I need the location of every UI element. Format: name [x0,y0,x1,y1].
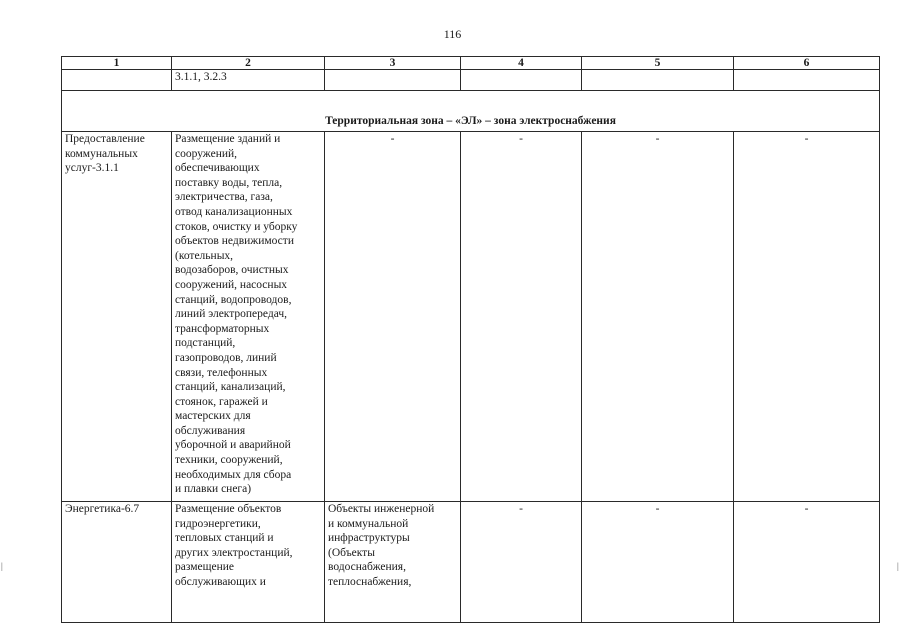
column-number-1: 1 [62,57,172,70]
table-cell: - [734,132,880,502]
table-row [62,132,880,502]
column-number-6: 6 [734,57,880,70]
table-cell [62,70,172,91]
table-cell: - [734,502,880,623]
right-edge-mark: | [897,561,899,571]
table-cell: - [582,502,734,623]
column-number-row [62,57,880,70]
use-type-description: Размещение зданий и сооружений, обеспечивающих поставку воды, тепла, электричества, газа, отвод канализационных стоков, очистку и уборку объектов недвижимости (котельных, водозаборов, очистных сооружений, насосных станций, водопроводов, линий электропередач, трансформаторных подстанций, газопроводов, линий связи, телефонных станций, канализаций, стоянок, гаражей и мастерских для обслуживания уборочной и аварийной техники, сооружений, необходимых для сбора и плавки снега) [172,132,325,502]
table-cell: - [582,132,734,502]
land-use-table [61,56,880,623]
use-type-description: Размещение объектов гидроэнергетики, тепловых станций и других электростанций, размещение обслуживающих и [172,502,325,623]
table-row [62,502,880,623]
column-number-4: 4 [461,57,582,70]
table-cell: - [461,502,582,623]
table-cell [582,70,734,91]
table-cell [325,70,461,91]
column-number-2: 2 [172,57,325,70]
zone-title-row [62,91,880,132]
table-cell: - [461,132,582,502]
table-cell: 3.1.1, 3.2.3 [172,70,325,91]
column-number-3: 3 [325,57,461,70]
page-number: 116 [443,27,462,41]
column-number-5: 5 [582,57,734,70]
left-edge-mark: | [1,561,3,571]
table-cell: - [325,132,461,502]
table-cell [734,70,880,91]
zone-title: Территориальная зона – «ЭЛ» – зона электроснабжения [62,91,880,132]
capital-construction-objects: Объекты инженерной и коммунальной инфраструктуры (Объекты водоснабжения, теплоснабжения, [325,502,461,623]
continuation-row [62,70,880,91]
use-type-name: Предоставление коммунальных услуг-3.1.1 [62,132,172,502]
table-cell [461,70,582,91]
use-type-name: Энергетика-6.7 [62,502,172,623]
